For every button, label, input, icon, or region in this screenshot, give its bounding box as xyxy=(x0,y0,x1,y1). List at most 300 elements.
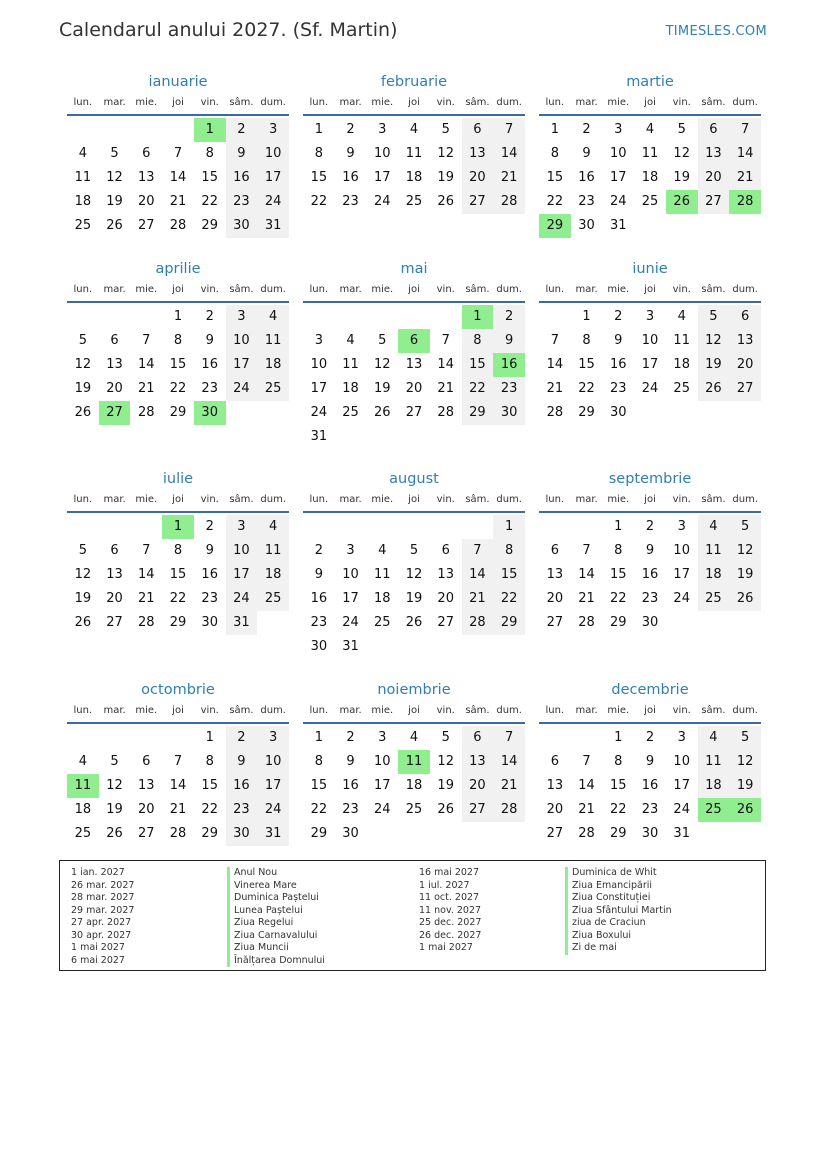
day-cell: 16 xyxy=(226,166,258,190)
day-cell: 19 xyxy=(106,194,123,209)
month-name: iulie xyxy=(162,471,194,487)
day-cell: 23 xyxy=(201,591,218,606)
legend-holiday-name: Ziua Muncii xyxy=(227,942,325,955)
day-cell: 18 xyxy=(405,778,423,793)
day-cell: 2 xyxy=(346,122,355,137)
day-cell: 14 xyxy=(729,142,761,166)
day-cell: 30 xyxy=(641,826,659,841)
month-name: mai xyxy=(400,261,428,277)
weekday-label: lun. xyxy=(309,705,329,716)
day-cell: 28 xyxy=(169,218,187,233)
day-cell: 19 xyxy=(698,353,730,377)
day-cell: 16 xyxy=(578,170,595,185)
weekday-label: dum. xyxy=(260,494,286,505)
day-cell: 31 xyxy=(257,214,289,238)
day-cell: 14 xyxy=(462,563,494,587)
day-cell: 4 xyxy=(257,515,289,539)
day-cell: 30 xyxy=(342,826,359,841)
weekday-label: joi xyxy=(408,97,420,108)
weekday-label: sâm. xyxy=(701,705,726,716)
day-cell: 20 xyxy=(546,591,564,606)
day-cell: 1 xyxy=(493,515,525,539)
weekday-label: joi xyxy=(408,284,420,295)
month-name: aprilie xyxy=(155,261,201,277)
day-cell: 2 xyxy=(226,726,258,750)
day-cell: 12 xyxy=(437,754,454,769)
day-cell: 24 xyxy=(310,405,328,420)
day-cell: 14 xyxy=(169,170,187,185)
weekday-label: mie. xyxy=(371,97,394,108)
legend-holiday-name: Ziua Constituției xyxy=(565,892,672,905)
day-cell: 10 xyxy=(257,142,289,166)
day-cell: 12 xyxy=(74,357,92,372)
day-cell: 30 xyxy=(226,822,258,846)
day-cell: 18 xyxy=(405,170,423,185)
day-cell: 12 xyxy=(698,329,730,353)
day-cell: 22 xyxy=(578,381,595,396)
day-grid xyxy=(303,515,525,659)
day-cell: 26 xyxy=(437,194,454,209)
weekday-label: sâm. xyxy=(229,284,254,295)
day-cell: 18 xyxy=(257,563,289,587)
day-cell: 16 xyxy=(342,170,359,185)
day-grid xyxy=(539,515,761,635)
day-cell: 1 xyxy=(614,730,623,745)
legend-names-left xyxy=(227,867,325,967)
day-cell: 24 xyxy=(610,194,627,209)
day-cell: 19 xyxy=(106,802,123,817)
holiday-day-cell: 1 xyxy=(162,515,194,539)
empty-cell xyxy=(130,726,162,750)
day-cell: 6 xyxy=(550,543,559,558)
weekday-label: dum. xyxy=(496,97,522,108)
day-cell: 12 xyxy=(106,778,123,793)
day-cell: 26 xyxy=(374,405,391,420)
weekday-label: mar. xyxy=(575,284,598,295)
month-name: martie xyxy=(626,74,674,90)
weekday-header xyxy=(303,94,525,116)
legend-holiday-name: Ziua Carnavalului xyxy=(227,930,325,943)
day-cell: 3 xyxy=(614,122,623,137)
empty-cell xyxy=(303,515,335,539)
day-cell: 27 xyxy=(462,798,494,822)
empty-cell xyxy=(130,118,162,142)
day-cell: 27 xyxy=(698,190,730,214)
day-cell: 26 xyxy=(106,218,123,233)
day-cell: 14 xyxy=(169,778,187,793)
day-cell: 31 xyxy=(673,826,690,841)
day-cell: 10 xyxy=(374,146,391,161)
weekday-label: mar. xyxy=(103,494,126,505)
weekday-header xyxy=(303,702,525,724)
weekday-label: joi xyxy=(644,97,656,108)
day-cell: 4 xyxy=(698,726,730,750)
day-cell: 29 xyxy=(169,615,187,630)
day-cell: 6 xyxy=(698,118,730,142)
day-cell: 1 xyxy=(173,309,183,324)
empty-cell xyxy=(162,118,194,142)
day-cell: 28 xyxy=(578,826,595,841)
weekday-label: dum. xyxy=(732,97,758,108)
empty-cell xyxy=(398,515,430,539)
month-name: februarie xyxy=(380,74,448,90)
day-cell: 9 xyxy=(346,146,355,161)
day-cell: 24 xyxy=(257,798,289,822)
brand-link[interactable]: TIMESLES.COM xyxy=(665,24,767,39)
day-cell: 22 xyxy=(546,194,564,209)
day-cell: 24 xyxy=(673,591,690,606)
day-cell: 13 xyxy=(138,170,155,185)
weekday-label: dum. xyxy=(732,705,758,716)
day-cell: 27 xyxy=(462,190,494,214)
day-cell: 2 xyxy=(582,122,591,137)
day-cell: 5 xyxy=(729,726,761,750)
day-cell: 12 xyxy=(437,146,454,161)
day-cell: 29 xyxy=(310,826,328,841)
day-grid xyxy=(67,515,289,635)
day-cell: 11 xyxy=(74,170,92,185)
month-februarie xyxy=(303,70,525,214)
holiday-day-cell: 26 xyxy=(729,798,761,822)
month-name: decembrie xyxy=(611,682,689,698)
day-cell: 29 xyxy=(462,401,494,425)
day-cell: 20 xyxy=(462,166,494,190)
day-cell: 27 xyxy=(405,405,423,420)
day-cell: 8 xyxy=(173,543,183,558)
day-cell: 17 xyxy=(641,357,659,372)
weekday-label: dum. xyxy=(732,494,758,505)
day-cell: 28 xyxy=(546,405,564,420)
day-cell: 3 xyxy=(226,305,258,329)
legend-holiday-name: Vinerea Mare xyxy=(227,880,325,893)
month-august xyxy=(303,467,525,659)
day-cell: 16 xyxy=(342,778,359,793)
weekday-label: lun. xyxy=(545,494,565,505)
day-cell: 16 xyxy=(310,591,328,606)
weekday-label: vin. xyxy=(436,97,455,108)
day-cell: 28 xyxy=(437,405,454,420)
day-cell: 25 xyxy=(74,826,92,841)
day-cell: 7 xyxy=(582,543,591,558)
day-cell: 14 xyxy=(493,142,525,166)
day-cell: 21 xyxy=(462,587,494,611)
legend-date: 16 mai 2027 xyxy=(419,867,480,878)
day-cell: 4 xyxy=(346,333,355,348)
day-cell: 9 xyxy=(645,543,655,558)
weekday-label: mie. xyxy=(371,284,394,295)
weekday-header xyxy=(67,281,289,303)
holiday-day-cell: 29 xyxy=(539,214,571,238)
day-cell: 11 xyxy=(257,539,289,563)
weekday-label: mar. xyxy=(103,97,126,108)
weekday-label: mie. xyxy=(135,97,158,108)
day-cell: 4 xyxy=(378,543,387,558)
legend-date: 1 mai 2027 xyxy=(419,942,473,953)
day-cell: 20 xyxy=(405,381,423,396)
empty-cell xyxy=(462,515,494,539)
day-cell: 24 xyxy=(342,615,359,630)
day-cell: 2 xyxy=(205,519,214,534)
day-cell: 27 xyxy=(437,615,454,630)
weekday-label: vin. xyxy=(672,705,691,716)
day-cell: 18 xyxy=(698,774,730,798)
day-cell: 3 xyxy=(314,333,323,348)
day-cell: 15 xyxy=(201,170,218,185)
day-cell: 25 xyxy=(257,377,289,401)
day-cell: 20 xyxy=(729,353,761,377)
empty-cell xyxy=(430,305,462,329)
day-cell: 5 xyxy=(441,122,450,137)
day-cell: 16 xyxy=(201,567,218,582)
day-cell: 25 xyxy=(74,218,92,233)
day-cell: 25 xyxy=(641,194,659,209)
day-cell: 30 xyxy=(226,214,258,238)
weekday-header xyxy=(303,491,525,513)
day-cell: 11 xyxy=(257,329,289,353)
weekday-label: dum. xyxy=(496,494,522,505)
day-cell: 25 xyxy=(374,615,391,630)
day-cell: 28 xyxy=(138,405,155,420)
legend-date: 29 mar. 2027 xyxy=(71,904,135,916)
day-cell: 17 xyxy=(673,778,690,793)
day-cell: 10 xyxy=(226,539,258,563)
weekday-label: joi xyxy=(644,705,656,716)
day-cell: 17 xyxy=(673,567,690,582)
day-cell: 20 xyxy=(106,381,123,396)
weekday-label: joi xyxy=(172,494,184,505)
day-cell: 15 xyxy=(462,353,494,377)
day-cell: 15 xyxy=(169,357,187,372)
day-cell: 8 xyxy=(205,754,214,769)
day-cell: 3 xyxy=(257,726,289,750)
day-cell: 21 xyxy=(578,802,595,817)
holiday-day-cell: 1 xyxy=(462,305,494,329)
holiday-day-cell: 25 xyxy=(698,798,730,822)
holiday-day-cell: 11 xyxy=(67,774,99,798)
weekday-label: mar. xyxy=(103,284,126,295)
day-cell: 15 xyxy=(310,170,328,185)
day-cell: 23 xyxy=(641,591,659,606)
weekday-label: mar. xyxy=(103,705,126,716)
day-cell: 24 xyxy=(673,802,690,817)
day-cell: 4 xyxy=(257,305,289,329)
legend-date: 6 mai 2027 xyxy=(71,954,125,966)
day-cell: 5 xyxy=(78,333,87,348)
weekday-label: lun. xyxy=(309,284,329,295)
day-cell: 18 xyxy=(257,353,289,377)
weekday-label: lun. xyxy=(545,705,565,716)
legend-holiday-name: Ziua Boxului xyxy=(565,930,672,943)
day-cell: 2 xyxy=(493,305,525,329)
day-cell: 13 xyxy=(546,778,564,793)
month-iunie xyxy=(539,257,761,425)
weekday-label: sâm. xyxy=(229,705,254,716)
legend-holiday-name: Lunea Paștelui xyxy=(227,905,325,918)
weekday-label: mie. xyxy=(135,494,158,505)
day-cell: 3 xyxy=(677,519,686,534)
day-cell: 27 xyxy=(138,218,155,233)
day-cell: 16 xyxy=(610,357,627,372)
day-grid xyxy=(303,305,525,449)
day-cell: 21 xyxy=(138,591,155,606)
day-cell: 16 xyxy=(226,774,258,798)
day-cell: 14 xyxy=(578,778,595,793)
weekday-label: mar. xyxy=(575,705,598,716)
day-cell: 29 xyxy=(201,826,218,841)
day-grid xyxy=(539,726,761,846)
legend-holiday-name: Ziua Sfântului Martin xyxy=(565,905,672,918)
day-cell: 2 xyxy=(205,309,214,324)
legend-date: 1 mai 2027 xyxy=(71,942,125,953)
day-cell: 17 xyxy=(610,170,627,185)
weekday-header xyxy=(303,281,525,303)
weekday-label: mie. xyxy=(607,284,630,295)
day-cell: 11 xyxy=(673,333,690,348)
month-decembrie xyxy=(539,678,761,846)
day-cell: 30 xyxy=(201,615,218,630)
day-cell: 12 xyxy=(729,539,761,563)
day-cell: 22 xyxy=(310,802,328,817)
day-cell: 31 xyxy=(342,639,359,654)
day-grid xyxy=(67,726,289,846)
holiday-day-cell: 11 xyxy=(398,750,430,774)
day-cell: 20 xyxy=(698,166,730,190)
day-cell: 30 xyxy=(641,615,659,630)
weekday-label: lun. xyxy=(73,705,93,716)
day-cell: 20 xyxy=(462,774,494,798)
weekday-header xyxy=(67,491,289,513)
day-cell: 2 xyxy=(645,519,655,534)
day-cell: 10 xyxy=(257,750,289,774)
day-cell: 29 xyxy=(169,405,187,420)
day-cell: 22 xyxy=(462,377,494,401)
day-cell: 13 xyxy=(698,142,730,166)
day-cell: 22 xyxy=(493,587,525,611)
page-title: Calendarul anului 2027. (Sf. Martin) xyxy=(59,19,398,41)
day-cell: 19 xyxy=(374,381,391,396)
day-cell: 13 xyxy=(405,357,423,372)
day-cell: 7 xyxy=(441,333,450,348)
day-cell: 6 xyxy=(462,118,494,142)
day-cell: 12 xyxy=(673,146,690,161)
day-cell: 8 xyxy=(173,333,183,348)
day-cell: 9 xyxy=(582,146,591,161)
month-septembrie xyxy=(539,467,761,635)
day-cell: 10 xyxy=(673,543,690,558)
weekday-label: joi xyxy=(172,284,184,295)
holiday-day-cell: 27 xyxy=(99,401,131,425)
day-cell: 13 xyxy=(437,567,454,582)
day-cell: 3 xyxy=(257,118,289,142)
day-cell: 18 xyxy=(673,357,690,372)
day-cell: 13 xyxy=(462,142,494,166)
day-cell: 21 xyxy=(169,802,187,817)
day-cell: 8 xyxy=(493,539,525,563)
weekday-label: mie. xyxy=(607,705,630,716)
weekday-header xyxy=(539,281,761,303)
day-cell: 31 xyxy=(610,218,627,233)
day-cell: 24 xyxy=(226,377,258,401)
day-cell: 23 xyxy=(342,802,359,817)
day-cell: 26 xyxy=(74,405,92,420)
day-cell: 11 xyxy=(342,357,359,372)
empty-cell xyxy=(303,305,335,329)
day-cell: 23 xyxy=(578,194,595,209)
day-cell: 7 xyxy=(462,539,494,563)
day-cell: 1 xyxy=(550,122,559,137)
weekday-label: mar. xyxy=(339,97,362,108)
day-cell: 5 xyxy=(441,730,450,745)
day-cell: 17 xyxy=(257,774,289,798)
weekday-label: joi xyxy=(644,284,656,295)
empty-cell xyxy=(335,515,367,539)
weekday-label: joi xyxy=(408,705,420,716)
empty-cell xyxy=(430,515,462,539)
empty-cell xyxy=(67,726,99,750)
weekday-label: vin. xyxy=(200,284,219,295)
weekday-label: mie. xyxy=(135,705,158,716)
day-cell: 13 xyxy=(138,778,155,793)
day-cell: 10 xyxy=(374,754,391,769)
day-cell: 25 xyxy=(342,405,359,420)
day-cell: 15 xyxy=(310,778,328,793)
weekday-header xyxy=(539,94,761,116)
holiday-day-cell: 1 xyxy=(194,118,226,142)
day-cell: 9 xyxy=(614,333,623,348)
day-grid xyxy=(303,118,525,214)
month-aprilie xyxy=(67,257,289,425)
day-cell: 17 xyxy=(310,381,328,396)
legend-holiday-name: Înălțarea Domnului xyxy=(227,955,325,968)
day-cell: 3 xyxy=(677,730,686,745)
day-cell: 14 xyxy=(493,750,525,774)
weekday-label: mar. xyxy=(339,705,362,716)
empty-cell xyxy=(162,726,194,750)
day-cell: 14 xyxy=(546,357,564,372)
day-cell: 18 xyxy=(74,802,92,817)
legend-holiday-name: Duminica Paștelui xyxy=(227,892,325,905)
empty-cell xyxy=(99,118,131,142)
day-cell: 29 xyxy=(201,218,218,233)
day-cell: 18 xyxy=(698,563,730,587)
day-cell: 3 xyxy=(378,122,387,137)
legend-dates-left xyxy=(71,867,134,967)
day-cell: 27 xyxy=(546,826,564,841)
day-cell: 15 xyxy=(610,567,627,582)
day-cell: 23 xyxy=(342,194,359,209)
day-cell: 23 xyxy=(610,381,627,396)
day-cell: 6 xyxy=(110,333,119,348)
holiday-day-cell: 28 xyxy=(729,190,761,214)
day-cell: 2 xyxy=(346,730,355,745)
day-cell: 14 xyxy=(578,567,595,582)
day-cell: 19 xyxy=(437,778,454,793)
day-cell: 4 xyxy=(409,730,419,745)
weekday-label: vin. xyxy=(436,494,455,505)
day-cell: 11 xyxy=(405,146,423,161)
day-cell: 28 xyxy=(493,190,525,214)
day-cell: 23 xyxy=(641,802,659,817)
day-cell: 10 xyxy=(310,357,328,372)
day-cell: 15 xyxy=(610,778,627,793)
day-cell: 7 xyxy=(173,146,183,161)
day-cell: 25 xyxy=(673,381,690,396)
day-cell: 12 xyxy=(729,750,761,774)
month-noiembrie xyxy=(303,678,525,846)
day-cell: 31 xyxy=(310,429,328,444)
empty-cell xyxy=(67,305,99,329)
day-cell: 21 xyxy=(138,381,155,396)
